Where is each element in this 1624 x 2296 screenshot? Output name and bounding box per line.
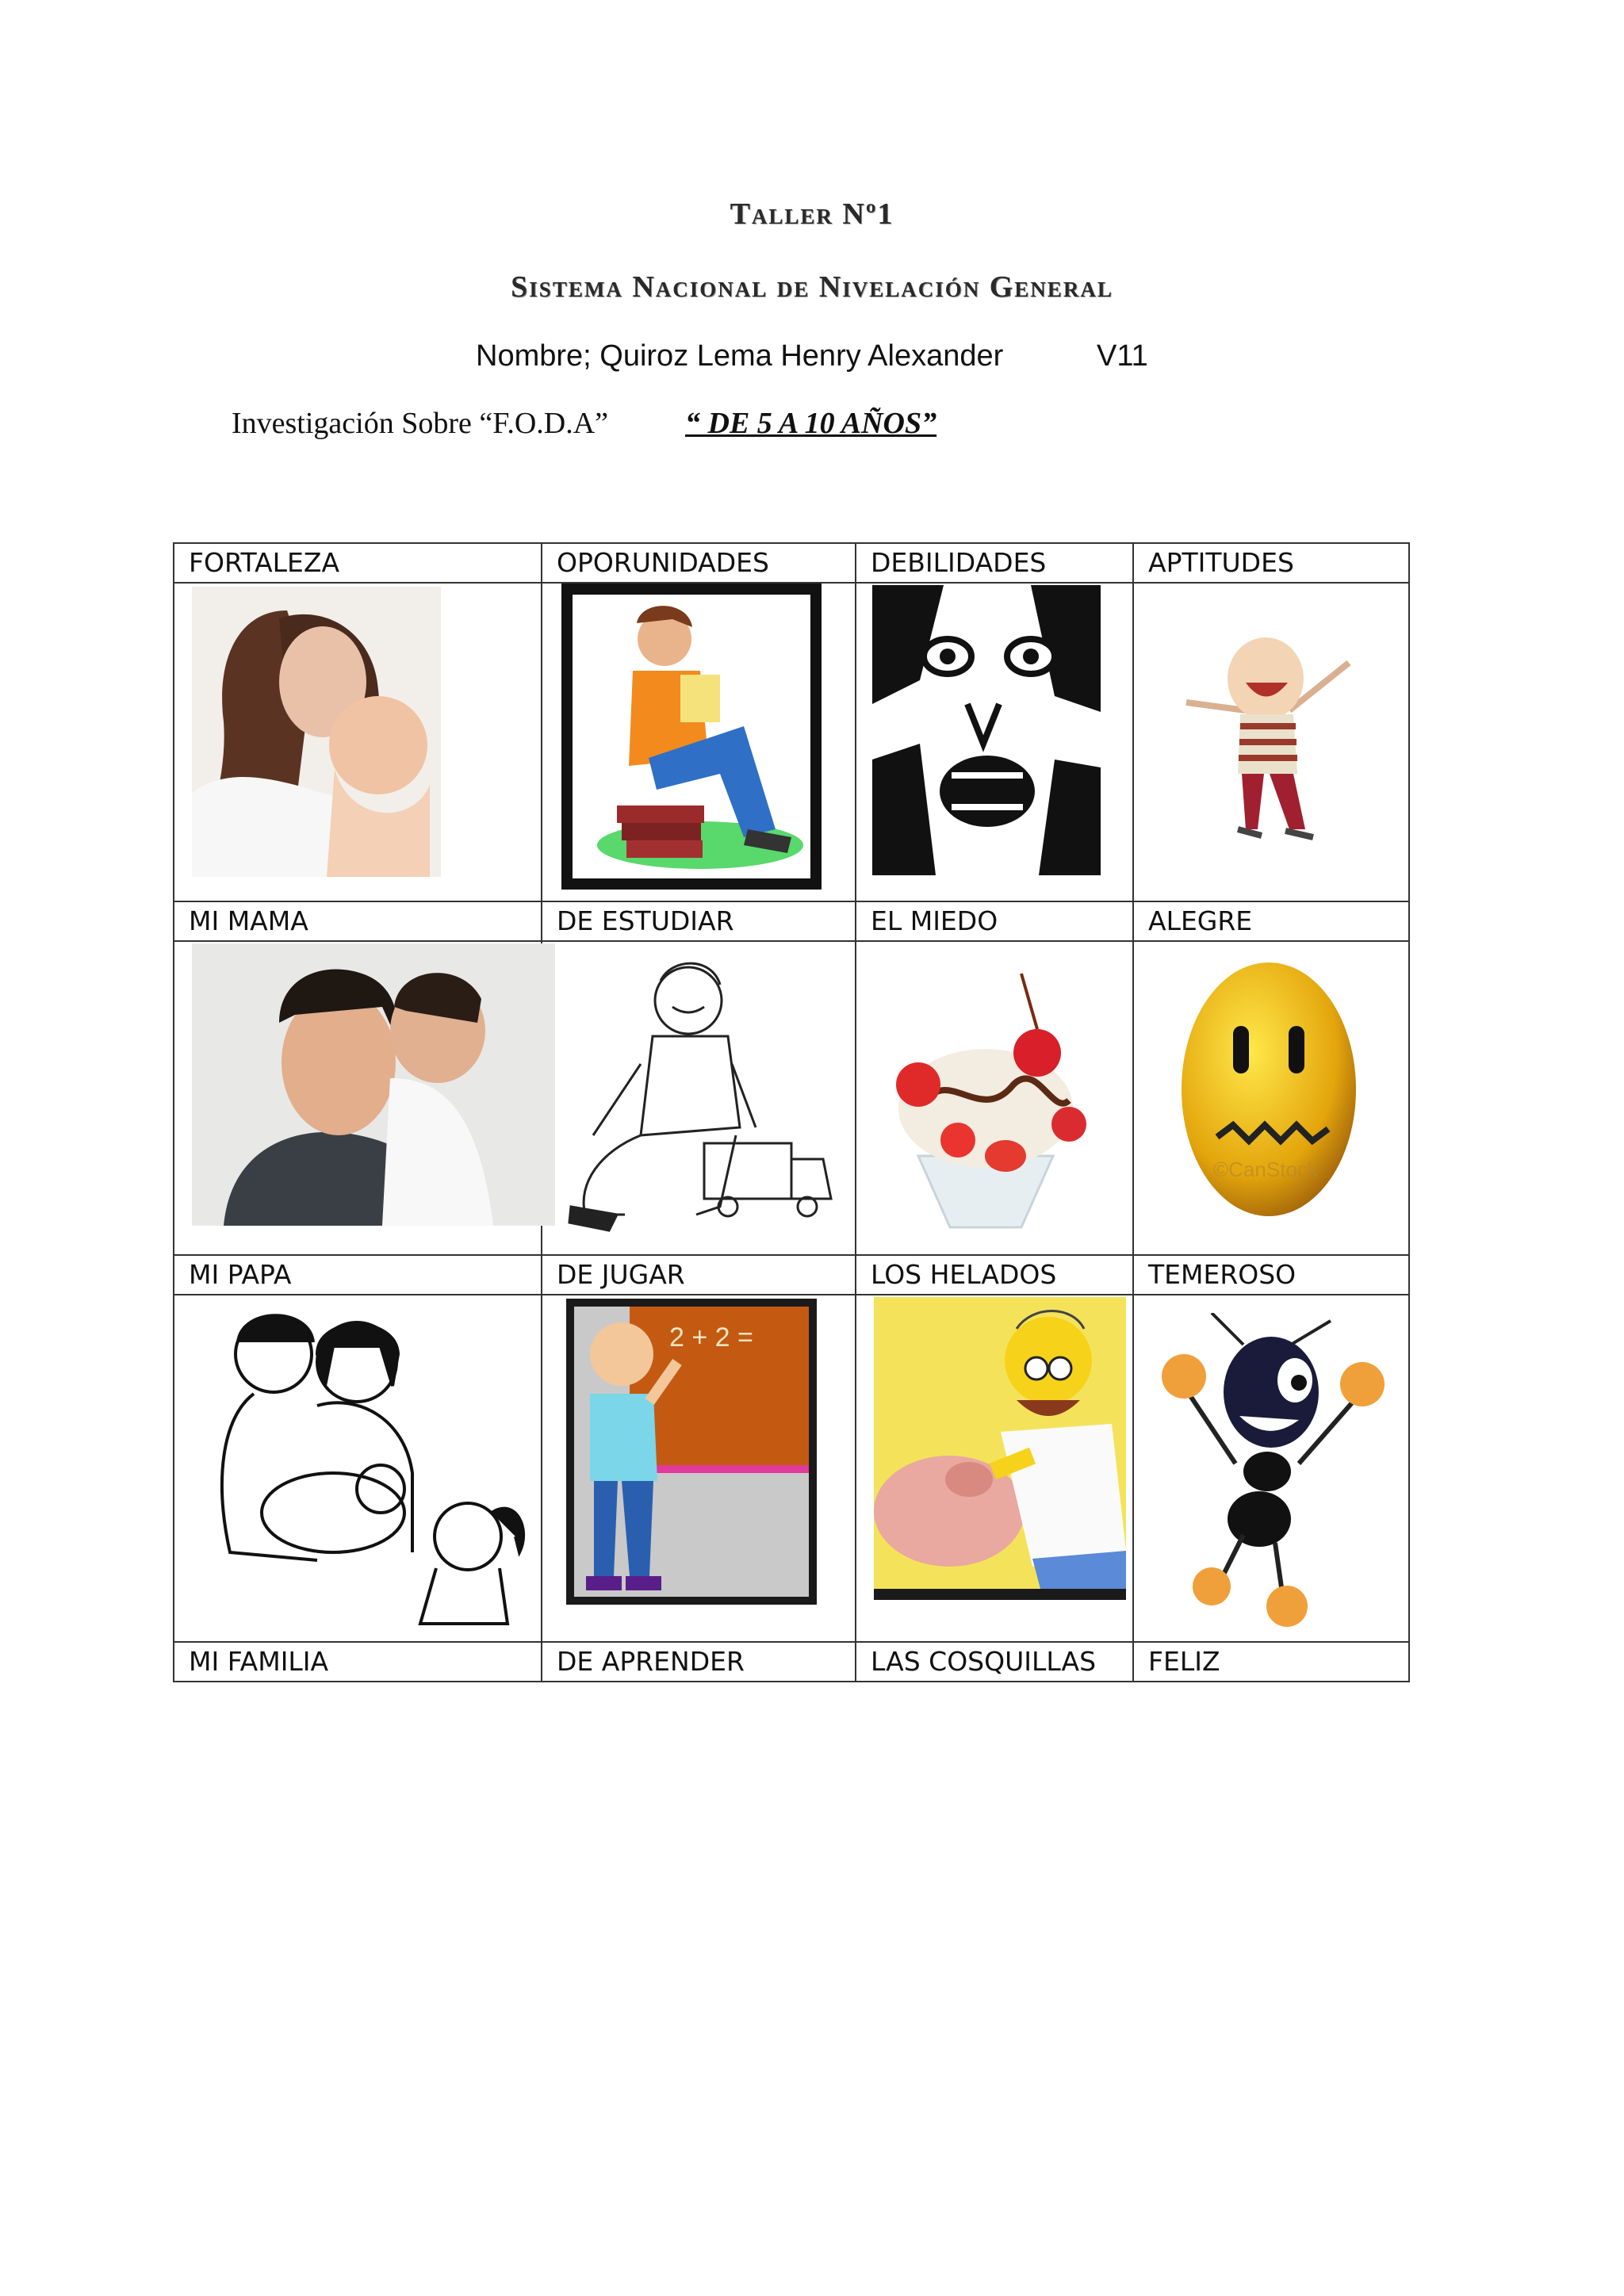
image-row-3 <box>174 1295 1409 1642</box>
boy-reading-clipart <box>561 584 822 890</box>
column-header-fortaleza: FORTALEZA <box>174 543 542 583</box>
student-code: V11 <box>1097 339 1148 373</box>
image-cell <box>856 941 1133 1255</box>
image-cell <box>174 1295 542 1642</box>
age-range: “ DE 5 A 10 AÑOS” <box>685 407 937 440</box>
document-subtitle: Sistema Nacional de Nivelación General <box>511 270 1113 304</box>
image-cell <box>1133 1295 1409 1642</box>
column-header-oportunidades: OPORUNIDADES <box>542 543 856 583</box>
label-el-miedo: EL MIEDO <box>856 901 1133 941</box>
document-title: Taller Nº1 <box>730 197 894 231</box>
image-row-2 <box>174 941 1409 1255</box>
label-mi-familia: MI FAMILIA <box>174 1642 542 1682</box>
image-cell <box>856 583 1133 901</box>
label-de-jugar: DE JUGAR <box>542 1255 856 1295</box>
image-cell <box>174 941 542 1255</box>
label-mi-papa: MI PAPA <box>174 1255 542 1295</box>
image-cell <box>542 941 856 1255</box>
nervous-smiley-face <box>1150 947 1388 1232</box>
mother-baby-photo <box>192 587 441 877</box>
label-row-2 <box>174 1255 1409 1295</box>
image-cell <box>542 1295 856 1642</box>
blackboard-text: 2 + 2 = <box>669 1322 753 1353</box>
image-cell <box>174 583 542 901</box>
image-row-1 <box>174 583 1409 901</box>
family-line-drawing <box>198 1299 534 1632</box>
scared-face-drawing <box>872 585 1101 875</box>
boy-blackboard-clipart <box>566 1299 817 1605</box>
image-cell <box>1133 583 1409 901</box>
ice-cream-sundae-photo <box>879 958 1093 1243</box>
table-header-row <box>174 543 1409 583</box>
label-mi-mama: MI MAMA <box>174 901 542 941</box>
label-temeroso: TEMEROSO <box>1133 1255 1409 1295</box>
column-header-debilidades: DEBILIDADES <box>856 543 1133 583</box>
label-row-3 <box>174 1642 1409 1682</box>
student-name: Nombre; Quiroz Lema Henry Alexander <box>476 339 1004 373</box>
image-cell <box>1133 941 1409 1255</box>
label-alegre: ALEGRE <box>1133 901 1409 941</box>
label-las-cosquillas: LAS COSQUILLAS <box>856 1642 1133 1682</box>
label-feliz: FELIZ <box>1133 1642 1409 1682</box>
happy-ant-cartoon <box>1148 1313 1394 1630</box>
foda-table <box>173 542 1410 1682</box>
watermark-text: ©CanStock <box>1213 1158 1318 1181</box>
label-row-1 <box>174 901 1409 941</box>
column-header-aptitudes: APTITUDES <box>1133 543 1409 583</box>
image-cell <box>856 1295 1133 1642</box>
label-de-estudiar: DE ESTUDIAR <box>542 901 856 941</box>
label-los-helados: LOS HELADOS <box>856 1255 1133 1295</box>
boy-playing-truck-drawing <box>553 945 839 1251</box>
happy-child-cartoon <box>1170 631 1362 853</box>
father-son-photo <box>192 943 555 1226</box>
cartoon-man-tickling-pig <box>874 1297 1126 1600</box>
research-label: Investigación Sobre “F.O.D.A” <box>232 407 609 440</box>
label-de-aprender: DE APRENDER <box>542 1642 856 1682</box>
image-cell <box>542 583 856 901</box>
